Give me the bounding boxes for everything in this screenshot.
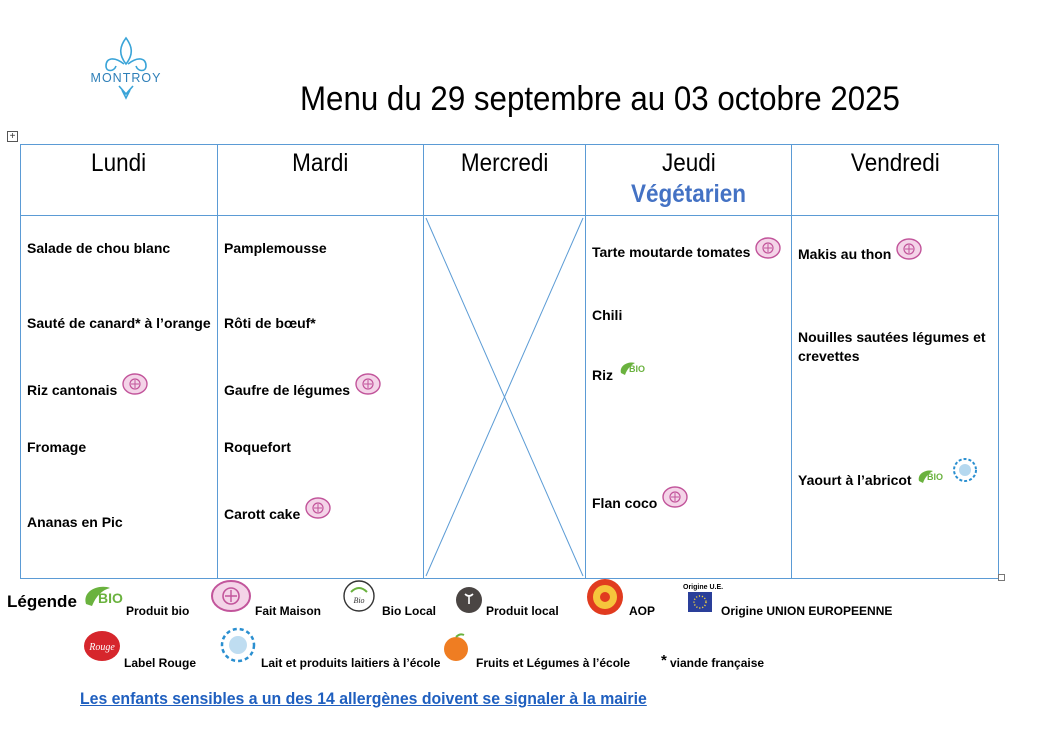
- svg-text:BIO: BIO: [628, 364, 645, 375]
- lait-ecole-icon: [216, 624, 260, 666]
- day-header-lundi: Lundi: [21, 145, 218, 216]
- legend-aop: AOP: [629, 604, 656, 618]
- dish-item: [798, 472, 983, 488]
- legend-fruits: Fruits et Légumes à l’école: [476, 656, 631, 670]
- legend: [0, 580, 1042, 680]
- day-header-mardi: Mardi: [218, 145, 424, 216]
- bio-icon: [80, 582, 126, 612]
- dish-label: Riz: [592, 367, 613, 383]
- dish-label: Gaufre de légumes: [224, 382, 351, 398]
- eu-flag-icon: [688, 592, 712, 612]
- legend-viande: viande française: [670, 656, 765, 670]
- dish-item: Rôti de bœuf*: [224, 315, 316, 331]
- dish-item: [224, 506, 332, 522]
- fait-maison-icon: [661, 485, 689, 509]
- dish-item: Ananas en Pic: [27, 514, 123, 530]
- dishes-row: [21, 216, 999, 579]
- dish-item: [224, 382, 382, 398]
- label-rouge-icon: [82, 630, 122, 662]
- legend-origine-ue: Origine UNION EUROPEENNE: [721, 604, 893, 618]
- dish-item: Sauté de canard* à l’orange: [27, 315, 211, 331]
- legend-title: Légende: [7, 592, 77, 611]
- fait-maison-icon: [754, 236, 782, 260]
- dish-item: Nouilles sautées légumes et crevettes: [798, 329, 986, 364]
- no-service-cross: [424, 216, 585, 578]
- menu-cell-mardi: [218, 216, 424, 579]
- dish-label: Tarte moutarde tomates: [592, 244, 751, 260]
- dish-item: Roquefort: [224, 439, 291, 455]
- dish-item: [592, 495, 689, 511]
- legend-produit-local: Produit local: [486, 604, 559, 618]
- bio-local-icon: [342, 578, 376, 614]
- dish-item: Pamplemousse: [224, 240, 327, 256]
- produit-local-icon: [454, 586, 484, 614]
- legend-fait-maison: Fait Maison: [255, 604, 322, 618]
- fruits-legumes-icon: [440, 632, 472, 662]
- dish-item: [27, 382, 149, 398]
- logo-text: MONTROY: [90, 71, 162, 85]
- viande-asterisk: *: [661, 652, 667, 669]
- svg-text:BIO: BIO: [98, 590, 123, 606]
- fait-maison-icon: [354, 372, 382, 396]
- dish-label: Carott cake: [224, 506, 301, 522]
- menu-table: [20, 144, 999, 579]
- allergen-notice-link[interactable]: Les enfants sensibles a un des 14 allergènes doivent se signaler à la mairie: [80, 689, 647, 708]
- origine-ue-caption: Origine U.E.: [683, 584, 724, 591]
- aop-icon: [583, 578, 627, 616]
- svg-text:BIO: BIO: [927, 472, 944, 483]
- fait-maison-icon: [895, 237, 923, 261]
- fait-maison-icon: [210, 580, 252, 612]
- fait-maison-icon: [121, 372, 149, 396]
- menu-cell-vendredi: [792, 216, 999, 579]
- dish-item: Chili: [592, 307, 623, 323]
- fleur-de-lis-icon: [84, 36, 168, 104]
- lait-ecole-icon: [947, 454, 983, 486]
- bio-icon: [915, 467, 943, 487]
- day-header-mercredi: Mercredi: [424, 145, 586, 216]
- dish-item: [592, 244, 782, 260]
- day-header-jeudi: Jeudi Végétarien: [586, 145, 792, 216]
- dish-item: Salade de chou blanc: [27, 240, 171, 256]
- svg-text:Bio: Bio: [353, 596, 365, 605]
- dish-label: Riz cantonais: [27, 382, 118, 398]
- legend-label-rouge: Label Rouge: [124, 656, 197, 670]
- menu-cell-lundi: [21, 216, 218, 579]
- fait-maison-icon: [304, 496, 332, 520]
- table-move-handle[interactable]: +: [7, 131, 18, 142]
- menu-cell-jeudi: [586, 216, 792, 579]
- dish-item: [592, 364, 645, 383]
- bio-icon: [617, 359, 645, 379]
- legend-bio: Produit bio: [126, 604, 190, 618]
- vegetarien-label: Végétarien: [630, 180, 747, 208]
- dish-item: Fromage: [27, 439, 87, 455]
- svg-text:Rouge: Rouge: [89, 642, 115, 653]
- legend-laitiers: Lait et produits laitiers à l’école: [261, 656, 441, 670]
- montroy-logo: [84, 36, 168, 104]
- dish-label: Flan coco: [592, 495, 658, 511]
- dish-item: [798, 246, 923, 262]
- dish-label: Makis au thon: [798, 246, 892, 262]
- day-header-row: [21, 145, 999, 216]
- page-title: Menu du 29 septembre au 03 octobre 2025: [300, 80, 900, 118]
- menu-cell-mercredi: [424, 216, 586, 579]
- dish-label: Yaourt à l’abricot: [798, 472, 912, 488]
- day-header-vendredi: Vendredi: [792, 145, 999, 216]
- legend-bio-local: Bio Local: [382, 604, 437, 618]
